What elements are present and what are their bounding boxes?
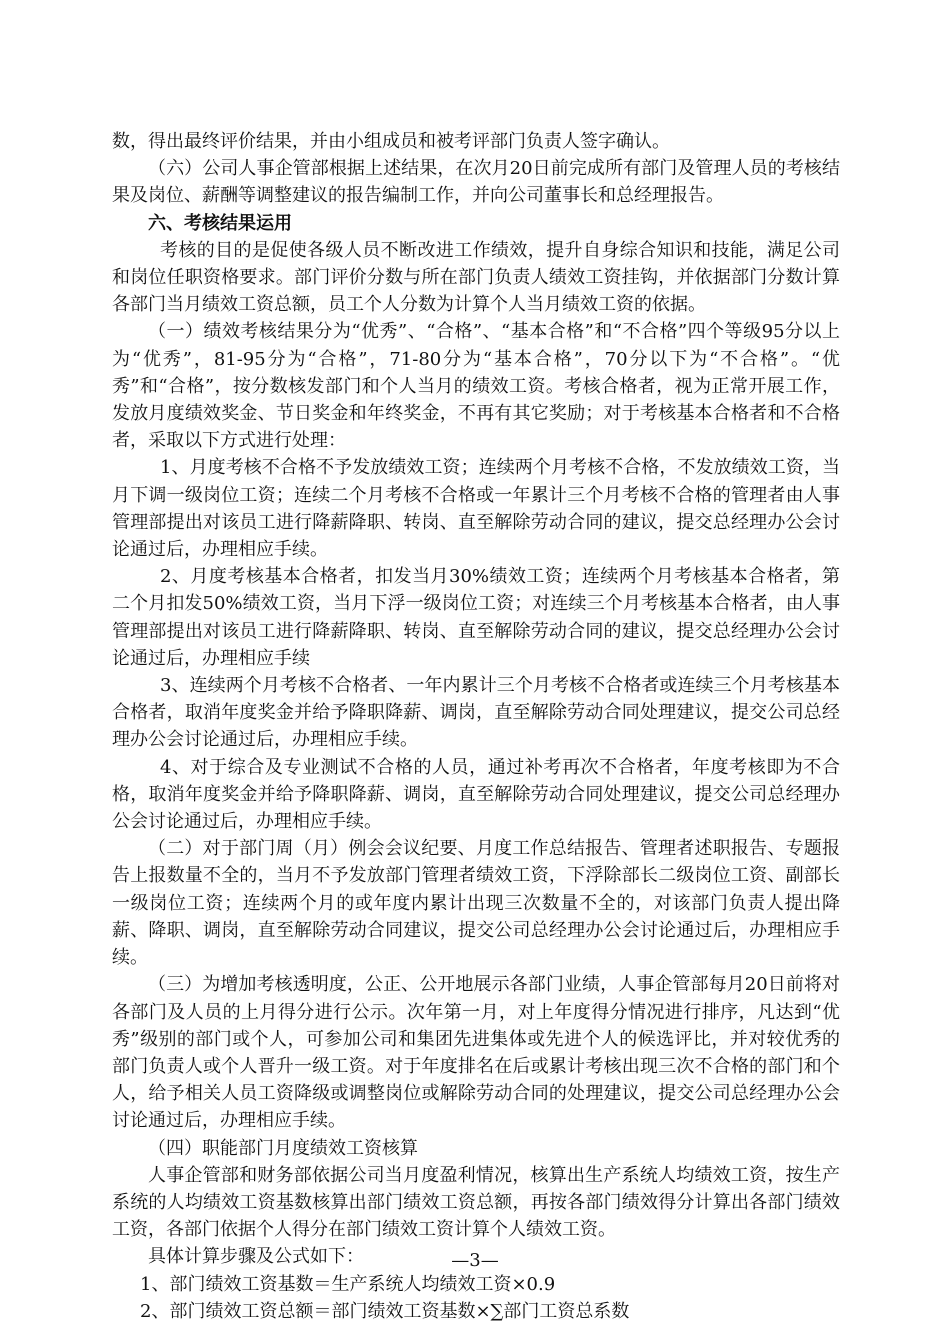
formula-1: 1、部门绩效工资基数＝生产系统人均绩效工资×0.9	[140, 1273, 556, 1295]
paragraph-item-4-body: 人事企管部和财务部依据公司当月度盈利情况，核算出生产系统人均绩效工资，按生产系统的人均绩效工资基数核算出部门绩效工资总额，再按各部门绩效得分计算出各部门绩效工资，各部门依据个人得分在部门绩效工资计算个人绩效工资。	[112, 1164, 840, 1241]
paragraph-item-3: （三）为增加考核透明度，公正、公开地展示各部门业绩，人事企管部每月20日前将对各部门及人员的上月得分进行公示。次年第一月，对上年度得分情况进行排序，凡达到“优秀”级别的部门或个人，可参加公司和集团先进集体或先进个人的候选评比，并对较优秀的部门负责人或个人晋升一级工资。对于年度排名在后或累计考核出现三次不合格的部门和个人，给予相关人员工资降级或调整岗位或解除劳动合同的处理建议，提交公司总经理办公会讨论通过后，办理相应手续。	[112, 974, 840, 1132]
paragraph-rule-1: 1、月度考核不合格不予发放绩效工资；连续两个月考核不合格，不发放绩效工资，当月下调一级岗位工资；连续二个月考核不合格或一年累计三个月考核不合格的管理者由人事管理部提出对该员工进行降薪降职、转岗、直至解除劳动合同的建议，提交总经理办公会讨论通过后，办理相应手续。	[112, 457, 840, 561]
paragraph-formula-intro: 具体计算步骤及公式如下：	[148, 1246, 364, 1268]
paragraph-rule-3: 3、连续两个月考核不合格者、一年内累计三个月考核不合格者或连续三个月考核基本合格者，取消年度奖金并给予降职降薪、调岗，直至解除劳动合同处理建议，提交公司总经理办公会讨论通过后，办理相应手续。	[112, 675, 840, 751]
paragraph-intro: 考核的目的是促使各级人员不断改进工作绩效，提升自身综合知识和技能，满足公司和岗位任职资格要求。部门评价分数与所在部门负责人绩效工资挂钩，并依据部门分数计算各部门当月绩效工资总额，员工个人分数为计算个人当月绩效工资的依据。	[112, 239, 840, 316]
paragraph-rule-2: 2、月度考核基本合格者，扣发当月30%绩效工资；连续两个月考核基本合格者，第二个月扣发50%绩效工资，当月下浮一级岗位工资；对连续三个月考核基本合格者，由人事管理部提出对该员工进行降薪降职、转岗、直至解除劳动合同的建议，提交总经理办公会讨论通过后，办理相应手续	[112, 566, 840, 669]
page-number: —3—	[451, 1250, 499, 1271]
formula-2: 2、部门绩效工资总额＝部门绩效工资基数×∑部门工资总系数	[140, 1300, 630, 1322]
section-heading: 六、考核结果运用	[148, 212, 292, 234]
paragraph-item-2: （二）对于部门周（月）例会会议纪要、月度工作总结报告、管理者述职报告、专题报告上报数量不全的，当月不予发放部门管理者绩效工资，下浮除部长二级岗位工资、副部长一级岗位工资；连续两个月的或年度内累计出现三次数量不全的，对该部门负责人提出降薪、降职、调岗，直至解除劳动合同建议，提交公司总经理办公会讨论通过后，办理相应手续。	[112, 838, 840, 969]
paragraph-item-1: （一）绩效考核结果分为“优秀”、“合格”、“基本合格”和“不合格”四个等级95分以上为“优秀”，81-95分为“合格”，71-80分为“基本合格”，70分以下为“不合格”。“优秀”和“合格”，按分数核发部门和个人当月的绩效工资。考核合格者，视为正常开展工作，发放月度绩效奖金、节日奖金和年终奖金，不再有其它奖励；对于考核基本合格者和不合格者，采取以下方式进行处理：	[112, 321, 840, 452]
paragraph-continuation: 数，得出最终评价结果，并由小组成员和被考评部门负责人签字确认。	[112, 131, 670, 152]
paragraph-item-6: （六）公司人事企管部根据上述结果，在次月20日前完成所有部门及管理人员的考核结果及岗位、薪酬等调整建议的报告编制工作，并向公司董事长和总经理报告。	[112, 158, 840, 207]
paragraph-rule-4: 4、对于综合及专业测试不合格的人员，通过补考再次不合格者，年度考核即为不合格，取消年度奖金并给予降职降薪、调岗，直至解除劳动合同处理建议，提交公司总经理办公会讨论通过后，办理相应手续。	[112, 756, 840, 833]
document-body	[112, 128, 840, 1325]
paragraph-item-4-title: （四）职能部门月度绩效工资核算	[148, 1137, 418, 1159]
